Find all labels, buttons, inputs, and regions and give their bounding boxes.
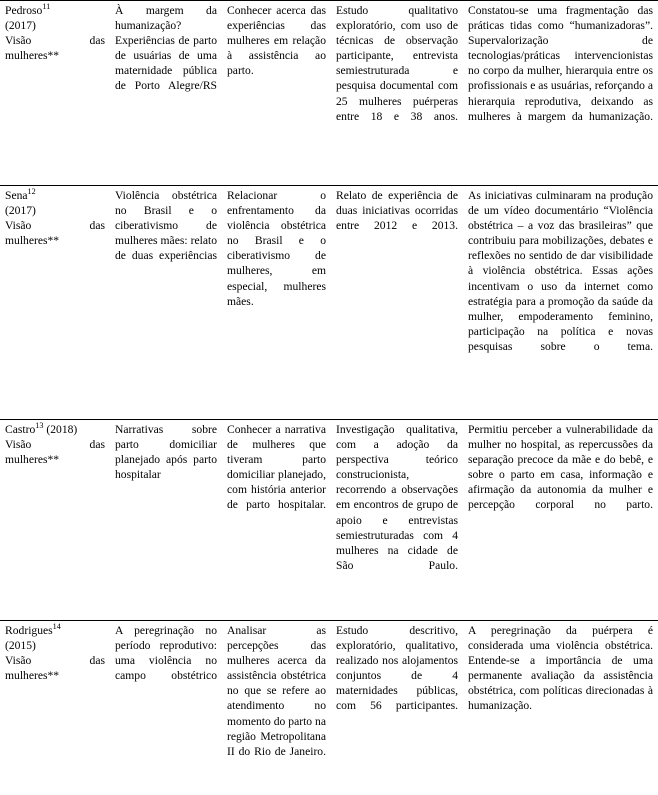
author-label: Castro (5, 423, 35, 436)
title-text: Narrativas sobre parto domiciliar planejado após parto hospitalar (115, 422, 217, 482)
perspective-word-visao: Visão (5, 438, 31, 451)
publication-year: (2015) (5, 638, 105, 653)
results-text: A peregrinação da puérpera é considerada uma violência obstétrica. Entende-se a importância de uma permanente avaliação da assistência obstétrica, com políticas direcionadas à humanização. (468, 623, 653, 714)
cell-results (463, 621, 658, 795)
perspective-line-two (5, 233, 105, 248)
perspective-word-das: das (90, 219, 105, 232)
method-text: Relato de experiência de duas iniciativas ocorridas entre 2012 e 2013. (336, 188, 458, 233)
perspective-word-das: das (90, 438, 105, 451)
perspective-word-mulheres: mulheres (5, 453, 48, 466)
perspective-word-visao: Visão (5, 654, 31, 667)
perspective-line-two (5, 48, 105, 63)
publication-year: (2017) (5, 203, 105, 218)
method-text: Estudo qualitativo exploratório, com uso de técnicas de observação participante, entrevista semiestruturada e pesquisa documental com 25 mulheres puérperas entre 18 e 38 anos. (336, 3, 458, 124)
author-label: Sena (5, 189, 28, 202)
perspective-word-mulheres: mulheres (5, 49, 48, 62)
cell-title (110, 1, 222, 186)
perspective-word-das: das (90, 654, 105, 667)
cell-method (331, 420, 463, 621)
perspective-line-one (5, 33, 105, 48)
author-name (5, 623, 105, 638)
objective-text: Conhecer acerca das experiências das mulheres em relação à assistência ao parto. (227, 3, 326, 78)
perspective-line-one (5, 653, 105, 668)
cell-objective (222, 186, 331, 420)
table-row (0, 1, 658, 186)
reference-superscript: 12 (28, 187, 36, 196)
perspective-line-one (5, 218, 105, 233)
perspective-line-two (5, 452, 105, 467)
cell-objective (222, 420, 331, 621)
cell-author-year-perspective (0, 186, 110, 420)
table-row (0, 621, 658, 795)
author-label: Rodrigues (5, 624, 53, 637)
objective-text: Conhecer a narrativa de mulheres que tiveram parto domiciliar planejado, com história anterior de parto hospitalar. (227, 422, 326, 513)
cell-method (331, 621, 463, 795)
perspective-word-mulheres: mulheres (5, 669, 48, 682)
perspective-word-visao: Visão (5, 219, 31, 232)
author-label: Pedroso (5, 4, 42, 17)
method-text: Investigação qualitativa, com a adoção da perspectiva teórico construcionista, recorrendo a observações em encontros de grupo de apoio e entrevistas semiestruturadas com 4 mulheres na cidade de São Paulo. (336, 422, 458, 573)
results-text: Constatou-se uma fragmentação das práticas tidas como “humanizadoras”. Supervalorização de tecnologias/práticas intervencionistas no corpo da mulher, hierarquia entre os profissionais e as usuárias, reforçando a hierarquia reprodutiva, deixando as mulheres à margem da humanização. (468, 3, 653, 124)
cell-title (110, 186, 222, 420)
footnote-stars: ** (48, 49, 60, 62)
method-text: Estudo descritivo, exploratório, qualitativo, realizado nos alojamentos conjuntos de 4 maternidades públicas, com 56 participantes. (336, 623, 458, 714)
objective-text: Analisar as percepções das mulheres acerca da assistência obstétrica no que se refere ao atendimento no momento do parto na região Metropolitana II do Rio de Janeiro. (227, 623, 326, 759)
perspective-word-mulheres: mulheres (5, 234, 48, 247)
table-body (0, 1, 658, 795)
perspective-word-visao: Visão (5, 34, 31, 47)
table-row (0, 186, 658, 420)
cell-results (463, 1, 658, 186)
title-text: A peregrinação no período reprodutivo: uma violência no campo obstétrico (115, 623, 217, 683)
author-name (5, 188, 105, 203)
cell-author-year-perspective (0, 420, 110, 621)
cell-objective (222, 621, 331, 795)
cell-results (463, 186, 658, 420)
results-text: Permitiu perceber a vulnerabilidade da mulher no hospital, as repercussões da separação precoce da mãe e do bebê, e sobre o parto em casa, informação e afirmação da autonomia da mulher e percepção corporal no parto. (468, 422, 653, 513)
perspective-word-das: das (90, 34, 105, 47)
footnote-stars: ** (48, 669, 60, 682)
cell-method (331, 186, 463, 420)
cell-author-year-perspective (0, 1, 110, 186)
cell-objective (222, 1, 331, 186)
footnote-stars: ** (48, 234, 60, 247)
publication-year: (2017) (5, 18, 105, 33)
reference-superscript: 13 (35, 421, 43, 430)
publication-year: (2018) (46, 423, 77, 436)
footnote-stars: ** (48, 453, 60, 466)
cell-method (331, 1, 463, 186)
title-text: À margem da humanização? Experiências de parto de usuárias de uma maternidade pública de Porto Alegre/RS (115, 3, 217, 94)
reference-superscript: 11 (42, 2, 50, 11)
title-text: Violência obstétrica no Brasil e o ciberativismo de mulheres mães: relato de duas experiências (115, 188, 217, 263)
perspective-line-one (5, 437, 105, 452)
results-text: As iniciativas culminaram na produção de um vídeo documentário “Violência obstétrica – a voz das brasileiras” que contribuiu para mobilizações, debates e reflexões no sentido de dar visibilidade à violência obstétrica. Essas ações incentivam o uso da internet como estratégia para a promoção da saúde da mulher, empoderamento feminino, participação na política e novas pesquisas sobre o tema. (468, 188, 653, 354)
cell-title (110, 420, 222, 621)
cell-title (110, 621, 222, 795)
cell-author-year-perspective (0, 621, 110, 795)
author-name (5, 3, 105, 18)
table-row (0, 420, 658, 621)
reference-superscript: 14 (53, 622, 61, 631)
cell-results (463, 420, 658, 621)
objective-text: Relacionar o enfrentamento da violência obstétrica no Brasil e o ciberativismo de mulheres, em especial, mulheres mães. (227, 188, 326, 309)
author-name (5, 422, 105, 437)
perspective-line-two (5, 668, 105, 683)
